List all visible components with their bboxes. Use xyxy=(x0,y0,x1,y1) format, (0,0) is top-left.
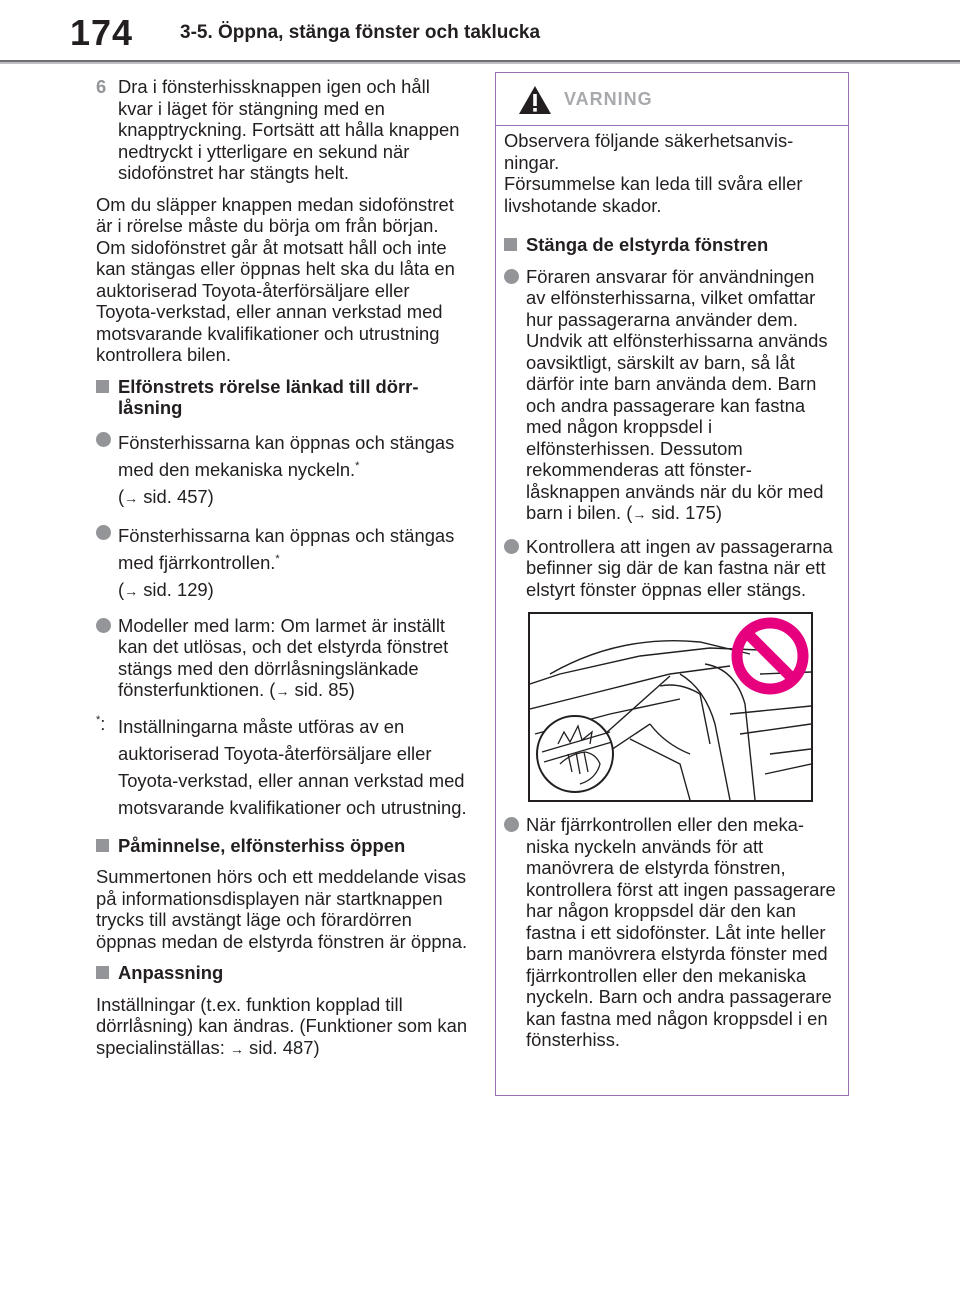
car-window-illustration xyxy=(530,614,811,800)
window-pinch-illustration xyxy=(528,612,813,802)
circle-bullet-icon xyxy=(504,269,519,284)
circle-bullet-icon xyxy=(96,525,111,540)
bullet-text: Modeller med larm: Om larmet är inställt kan det utlösas, och det elstyrda fönstret stängs med den dörrlåsningslänkade fönsterfunktionen. ( xyxy=(118,614,449,700)
warning-header xyxy=(496,73,848,126)
arrow-right-icon: → xyxy=(632,506,647,522)
footnote-mark: * xyxy=(275,552,280,565)
footnote-colon: : xyxy=(100,712,106,734)
sub-heading-reminder xyxy=(96,835,468,857)
page-ref: sid. 85) xyxy=(289,679,355,700)
square-bullet-icon xyxy=(96,839,109,852)
sub-heading-door-lock xyxy=(96,376,468,419)
list-item xyxy=(96,522,468,605)
info-paragraph xyxy=(96,994,468,1061)
square-bullet-icon xyxy=(96,966,109,979)
bullet-text: Kontrollera att ingen av passagerarna befinner sig där de kan fastna när ett elstyrt fönster öppnas eller stängs. xyxy=(526,535,833,600)
step-6 xyxy=(96,76,468,184)
bullet-text: Föraren ansvarar för användningen av elfönsterhissarna, vilket omfattar hur passagerarna använder dem. Undvik att elfönsterhissarna används oavsiktligt, särskilt av barn, så låt därför inte barn använda dem. Barn och andra passagerare kan fastna med någon kroppsdel i elfönsterhissen. Dessutom rekommenderas att fönsterlåsknappen används när du kör med barn i bilen. ( xyxy=(526,265,828,523)
arrow-right-icon: → xyxy=(229,1040,244,1057)
bullet-text: När fjärrkontrollen eller den mekaniska nyckeln används för att manövrera de elstyrda fönstren, kontrollera först att ingen passagerare har någon kroppsdel där den kan fastna i ett sidofönster. Låt inte heller barn manövrera elstyrda fönster med fjärrkontrollen eller den mekaniska nyckeln. Barn och andra passagerare kan fastna med någon kroppsdel i en fönsterhiss. xyxy=(526,814,836,1050)
arrow-right-icon: → xyxy=(275,683,290,699)
step-text: Dra i fönsterhissknappen igen och håll kvar i läget för stängning med en knapptryckning. Fortsätt att hålla knappen nedtryckt i ytterligare en sekund när sidofönstret har stängts helt. xyxy=(118,76,460,183)
circle-bullet-icon xyxy=(504,539,519,554)
square-bullet-icon xyxy=(96,380,109,393)
header-rule xyxy=(0,60,960,64)
warning-item xyxy=(504,536,838,601)
paren-open: ( xyxy=(118,578,125,600)
heading-text: Påminnelse, elfönsterhiss öppen xyxy=(118,834,406,856)
list-item xyxy=(96,429,468,512)
page-ref: sid. 175) xyxy=(646,502,722,523)
circle-bullet-icon xyxy=(96,432,111,447)
info-paragraph: Summertonen hörs och ett meddelande visas på informationsdisplayen när startknappen trycks till avstängt läge och förardörren öppnas medan de elstyrda fönstren är öppna. xyxy=(96,866,468,952)
heading-text: Anpassning xyxy=(118,962,224,983)
page-number: 174 xyxy=(70,12,134,53)
left-column xyxy=(96,76,468,1070)
warning-intro-2: Försummelse kan leda till svåra eller livshotande skador. xyxy=(504,173,803,216)
page-ref: sid. 457) xyxy=(138,485,214,507)
arrow-right-icon: → xyxy=(124,489,139,506)
warning-item xyxy=(504,266,838,526)
sub-heading-customization xyxy=(96,962,468,984)
square-bullet-icon xyxy=(504,238,517,251)
info-paragraph xyxy=(96,237,468,366)
footnote xyxy=(96,713,468,821)
bullet-text: Fönsterhissarna kan öppnas och stängas med fjärrkontrollen. xyxy=(118,524,455,573)
info-paragraph xyxy=(96,194,468,237)
warning-body xyxy=(496,130,848,1051)
warning-intro xyxy=(504,130,838,216)
section-title: 3-5. Öppna, stänga fönster och taklucka xyxy=(180,22,541,43)
heading-text: Elfönstrets rörelse länkad till dörrlåsning xyxy=(118,375,419,418)
warning-item xyxy=(504,814,838,1051)
warning-box xyxy=(495,72,849,1096)
circle-bullet-icon xyxy=(96,618,111,633)
page-header xyxy=(0,0,960,74)
paren-open: ( xyxy=(118,485,125,507)
warning-intro-1: Observera följande säkerhetsanvisningar. xyxy=(504,130,794,173)
footnote-mark: * xyxy=(96,713,101,726)
footnote-mark: * xyxy=(355,459,360,472)
warning-triangle-icon xyxy=(518,85,552,115)
footnote-text: Inställningarna måste utföras av en auktoriserad Toyota-återförsäljare eller Toyota-verkstad, eller annan verkstad med motsvarande kvalifikationer och utrustning. xyxy=(118,715,467,818)
page-ref: sid. 487) xyxy=(243,1036,320,1058)
prohibition-sign-icon xyxy=(737,623,803,689)
arrow-right-icon: → xyxy=(124,582,139,599)
bullet-text: Fönsterhissarna kan öppnas och stängas med den mekaniska nyckeln. xyxy=(118,431,455,480)
warning-title: VARNING xyxy=(564,89,653,109)
warning-heading xyxy=(504,234,838,256)
heading-text: Stänga de elstyrda fönstren xyxy=(526,234,769,255)
info-text-1: Om du släpper knappen medan sidofönstret är i rörelse måste du börja om från början. xyxy=(96,193,454,236)
page-ref: sid. 129) xyxy=(138,578,214,600)
list-item xyxy=(96,615,468,703)
info-text-4: Inställningar (t.ex. funktion kopplad till dörrlåsning) kan ändras. (Funktioner som kan specialinställas: xyxy=(96,993,468,1058)
info-text-2: Om sidofönstret går åt motsatt håll och inte kan stängas eller öppnas helt ska du låta en auktoriserad Toyota-återförsäljare eller Toyota-verkstad, eller annan verkstad med motsvarande kvalifikationer och utrustning kontrollera bilen. xyxy=(96,236,455,365)
step-number: 6 xyxy=(96,76,107,97)
circle-bullet-icon xyxy=(504,817,519,832)
